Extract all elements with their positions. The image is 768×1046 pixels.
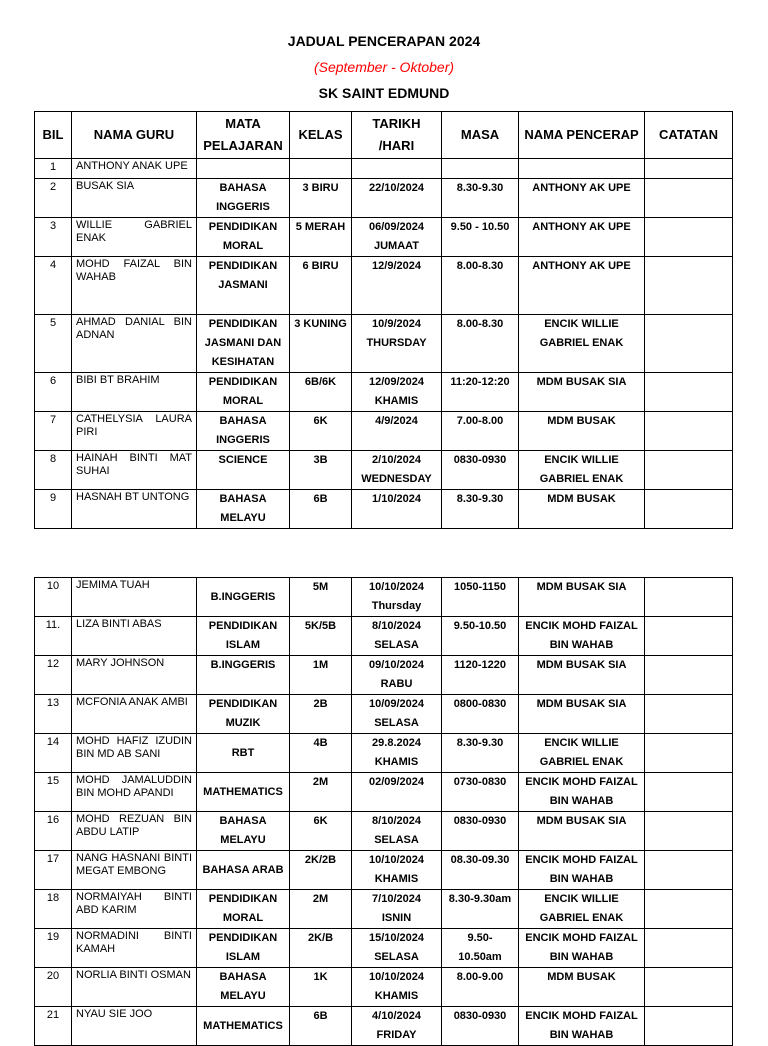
table-row: [35, 968, 733, 1007]
row-catatan: [645, 159, 733, 179]
row-kelas: 2M: [290, 773, 352, 812]
row-mata-pelajaran: BAHASA MELAYU: [197, 968, 290, 1007]
row-tarikh: 09/10/2024 RABU: [352, 656, 442, 695]
row-tarikh: 8/10/2024 SELASA: [352, 617, 442, 656]
row-masa: 1120-1220: [442, 656, 519, 695]
row-kelas: [290, 159, 352, 179]
row-catatan: [645, 451, 733, 490]
row-mata-pelajaran: PENDIDIKAN ISLAM: [197, 617, 290, 656]
table-row: [35, 159, 733, 179]
row-nama-guru: JEMIMA TUAH: [72, 578, 197, 617]
table-row: [35, 656, 733, 695]
row-catatan: [645, 656, 733, 695]
row-kelas: 6K: [290, 812, 352, 851]
row-catatan: [645, 695, 733, 734]
row-nama-guru: AHMAD DANIAL BIN ADNAN: [72, 315, 197, 373]
table-row: [35, 695, 733, 734]
row-nama-pencerap: MDM BUSAK SIA: [519, 578, 645, 617]
table-row: [35, 373, 733, 412]
header-kelas: KELAS: [290, 112, 352, 159]
row-catatan: [645, 179, 733, 218]
row-masa: 8.00-9.00: [442, 968, 519, 1007]
row-nama-pencerap: ENCIK MOHD FAIZAL BIN WAHAB: [519, 929, 645, 968]
row-nama-pencerap: ENCIK MOHD FAIZAL BIN WAHAB: [519, 851, 645, 890]
row-tarikh: 1/10/2024: [352, 490, 442, 529]
row-nama-guru: BUSAK SIA: [72, 179, 197, 218]
row-tarikh: 02/09/2024: [352, 773, 442, 812]
row-masa: 8.30-9.30: [442, 734, 519, 773]
row-masa: 0800-0830: [442, 695, 519, 734]
row-kelas: 3 BIRU: [290, 179, 352, 218]
row-mata-pelajaran: PENDIDIKAN MORAL: [197, 890, 290, 929]
row-kelas: 5 MERAH: [290, 218, 352, 257]
row-mata-pelajaran: MATHEMATICS: [197, 773, 290, 812]
row-tarikh: 10/10/2024 KHAMIS: [352, 851, 442, 890]
row-masa: 11:20-12:20: [442, 373, 519, 412]
row-bil: 3: [35, 218, 72, 257]
row-bil: 17: [35, 851, 72, 890]
row-catatan: [645, 412, 733, 451]
row-tarikh: 15/10/2024 SELASA: [352, 929, 442, 968]
row-nama-pencerap: ANTHONY AK UPE: [519, 218, 645, 257]
table-row: [35, 773, 733, 812]
table-row: [35, 451, 733, 490]
row-tarikh: 4/10/2024 FRIDAY: [352, 1007, 442, 1046]
row-masa: 8.30-9.30am: [442, 890, 519, 929]
row-tarikh: 22/10/2024: [352, 179, 442, 218]
row-bil: 6: [35, 373, 72, 412]
row-bil: 18: [35, 890, 72, 929]
row-nama-guru: NANG HASNANI BINTI MEGAT EMBONG: [72, 851, 197, 890]
row-tarikh: [352, 159, 442, 179]
row-mata-pelajaran: BAHASA MELAYU: [197, 490, 290, 529]
row-kelas: 6B: [290, 490, 352, 529]
schedule-table-2: [34, 577, 733, 1046]
row-nama-pencerap: ENCIK MOHD FAIZAL BIN WAHAB: [519, 617, 645, 656]
row-nama-pencerap: ENCIK WILLIE GABRIEL ENAK: [519, 890, 645, 929]
row-nama-pencerap: ANTHONY AK UPE: [519, 179, 645, 218]
table-row: [35, 257, 733, 315]
row-nama-guru: LIZA BINTI ABAS: [72, 617, 197, 656]
row-tarikh: 4/9/2024: [352, 412, 442, 451]
row-catatan: [645, 929, 733, 968]
row-tarikh: 8/10/2024 SELASA: [352, 812, 442, 851]
table-row: [35, 929, 733, 968]
row-masa: 0730-0830: [442, 773, 519, 812]
row-bil: 11.: [35, 617, 72, 656]
row-mata-pelajaran: [197, 159, 290, 179]
row-masa: [442, 159, 519, 179]
row-tarikh: 2/10/2024 WEDNESDAY: [352, 451, 442, 490]
row-masa: 9.50-10.50: [442, 617, 519, 656]
row-kelas: 6 BIRU: [290, 257, 352, 315]
row-bil: 2: [35, 179, 72, 218]
schedule-table-1: [34, 111, 733, 529]
row-bil: 21: [35, 1007, 72, 1046]
row-kelas: 4B: [290, 734, 352, 773]
row-nama-guru: BIBI BT BRAHIM: [72, 373, 197, 412]
row-bil: 1: [35, 159, 72, 179]
row-mata-pelajaran: RBT: [197, 734, 290, 773]
row-mata-pelajaran: PENDIDIKAN MORAL: [197, 218, 290, 257]
row-mata-pelajaran: PENDIDIKAN JASMANI DAN KESIHATAN: [197, 315, 290, 373]
row-kelas: 2M: [290, 890, 352, 929]
row-mata-pelajaran: PENDIDIKAN ISLAM: [197, 929, 290, 968]
row-kelas: 6B: [290, 1007, 352, 1046]
row-nama-pencerap: ENCIK WILLIE GABRIEL ENAK: [519, 734, 645, 773]
table-row: [35, 412, 733, 451]
table-row: [35, 218, 733, 257]
row-nama-pencerap: MDM BUSAK: [519, 490, 645, 529]
row-tarikh: 10/9/2024 THURSDAY: [352, 315, 442, 373]
row-mata-pelajaran: BAHASA INGGERIS: [197, 179, 290, 218]
row-masa: 0830-0930: [442, 812, 519, 851]
row-tarikh: 10/09/2024 SELASA: [352, 695, 442, 734]
row-bil: 19: [35, 929, 72, 968]
row-masa: 0830-0930: [442, 1007, 519, 1046]
row-mata-pelajaran: B.INGGERIS: [197, 578, 290, 617]
table-row: [35, 315, 733, 373]
header-masa: MASA: [442, 112, 519, 159]
school-name: SK SAINT EDMUND: [318, 85, 450, 101]
row-masa: 0830-0930: [442, 451, 519, 490]
row-nama-guru: HASNAH BT UNTONG: [72, 490, 197, 529]
row-kelas: 2B: [290, 695, 352, 734]
header-bil: BIL: [35, 112, 72, 159]
row-catatan: [645, 734, 733, 773]
row-nama-guru: WILLIE GABRIEL ENAK: [72, 218, 197, 257]
row-mata-pelajaran: BAHASA INGGERIS: [197, 412, 290, 451]
row-masa: 7.00-8.00: [442, 412, 519, 451]
header-tarikh-hari: TARIKH /HARI: [352, 112, 442, 159]
row-kelas: 2K/2B: [290, 851, 352, 890]
row-kelas: 1K: [290, 968, 352, 1007]
row-bil: 5: [35, 315, 72, 373]
row-nama-pencerap: ENCIK WILLIE GABRIEL ENAK: [519, 315, 645, 373]
row-kelas: 3 KUNING: [290, 315, 352, 373]
table-row: [35, 578, 733, 617]
table-row: [35, 851, 733, 890]
row-bil: 15: [35, 773, 72, 812]
row-kelas: 6K: [290, 412, 352, 451]
row-masa: 08.30-09.30: [442, 851, 519, 890]
row-nama-guru: NORMADINI BINTI KAMAH: [72, 929, 197, 968]
row-catatan: [645, 315, 733, 373]
row-nama-pencerap: ENCIK MOHD FAIZAL BIN WAHAB: [519, 773, 645, 812]
row-mata-pelajaran: PENDIDIKAN JASMANI: [197, 257, 290, 315]
row-tarikh: 7/10/2024 ISNIN: [352, 890, 442, 929]
row-nama-pencerap: MDM BUSAK: [519, 968, 645, 1007]
row-catatan: [645, 773, 733, 812]
row-masa: 1050-1150: [442, 578, 519, 617]
row-nama-guru: MOHD FAIZAL BIN WAHAB: [72, 257, 197, 315]
row-nama-pencerap: ENCIK MOHD FAIZAL BIN WAHAB: [519, 1007, 645, 1046]
row-masa: 8.00-8.30: [442, 257, 519, 315]
row-kelas: 5K/5B: [290, 617, 352, 656]
row-tarikh: 12/09/2024 KHAMIS: [352, 373, 442, 412]
row-catatan: [645, 968, 733, 1007]
row-masa: 8.30-9.30: [442, 490, 519, 529]
row-bil: 8: [35, 451, 72, 490]
row-catatan: [645, 812, 733, 851]
document-period: (September - Oktober): [313, 59, 455, 75]
row-kelas: 5M: [290, 578, 352, 617]
row-nama-pencerap: MDM BUSAK SIA: [519, 373, 645, 412]
table-row: [35, 490, 733, 529]
table-row: [35, 617, 733, 656]
header-nama-pencerap: NAMA PENCERAP: [519, 112, 645, 159]
row-catatan: [645, 218, 733, 257]
row-nama-pencerap: MDM BUSAK SIA: [519, 812, 645, 851]
row-bil: 13: [35, 695, 72, 734]
row-masa: 8.00-8.30: [442, 315, 519, 373]
row-tarikh: 06/09/2024 JUMAAT: [352, 218, 442, 257]
table-row: [35, 734, 733, 773]
row-tarikh: 12/9/2024: [352, 257, 442, 315]
row-bil: 9: [35, 490, 72, 529]
row-masa: 9.50 - 10.50: [442, 218, 519, 257]
row-kelas: 2K/B: [290, 929, 352, 968]
row-bil: 4: [35, 257, 72, 315]
row-nama-guru: NORMAIYAH BINTI ABD KARIM: [72, 890, 197, 929]
row-masa: 9.50-10.50am: [442, 929, 519, 968]
row-nama-guru: NORLIA BINTI OSMAN: [72, 968, 197, 1007]
header-nama-guru: NAMA GURU: [72, 112, 197, 159]
table-row: [35, 890, 733, 929]
row-bil: 7: [35, 412, 72, 451]
row-catatan: [645, 617, 733, 656]
row-nama-guru: MOHD REZUAN BIN ABDU LATIP: [72, 812, 197, 851]
row-mata-pelajaran: PENDIDIKAN MUZIK: [197, 695, 290, 734]
table-header-row: [35, 112, 733, 159]
row-nama-pencerap: ANTHONY AK UPE: [519, 257, 645, 315]
header-catatan: CATATAN: [645, 112, 733, 159]
row-mata-pelajaran: SCIENCE: [197, 451, 290, 490]
row-catatan: [645, 257, 733, 315]
row-nama-guru: MOHD JAMALUDDIN BIN MOHD APANDI: [72, 773, 197, 812]
row-nama-guru: NYAU SIE JOO: [72, 1007, 197, 1046]
row-bil: 14: [35, 734, 72, 773]
row-catatan: [645, 578, 733, 617]
row-mata-pelajaran: B.INGGERIS: [197, 656, 290, 695]
row-mata-pelajaran: MATHEMATICS: [197, 1007, 290, 1046]
row-nama-pencerap: [519, 159, 645, 179]
row-tarikh: 10/10/2024 KHAMIS: [352, 968, 442, 1007]
row-bil: 12: [35, 656, 72, 695]
row-catatan: [645, 851, 733, 890]
row-nama-pencerap: MDM BUSAK: [519, 412, 645, 451]
row-bil: 16: [35, 812, 72, 851]
row-kelas: 6B/6K: [290, 373, 352, 412]
row-nama-pencerap: MDM BUSAK SIA: [519, 695, 645, 734]
row-nama-pencerap: MDM BUSAK SIA: [519, 656, 645, 695]
table-row: [35, 179, 733, 218]
row-nama-guru: ANTHONY ANAK UPE: [72, 159, 197, 179]
table-row: [35, 1007, 733, 1046]
row-nama-guru: MCFONIA ANAK AMBI: [72, 695, 197, 734]
table-row: [35, 812, 733, 851]
row-nama-guru: HAINAH BINTI MAT SUHAI: [72, 451, 197, 490]
row-bil: 10: [35, 578, 72, 617]
row-mata-pelajaran: PENDIDIKAN MORAL: [197, 373, 290, 412]
row-nama-pencerap: ENCIK WILLIE GABRIEL ENAK: [519, 451, 645, 490]
row-tarikh: 29.8.2024 KHAMIS: [352, 734, 442, 773]
row-catatan: [645, 1007, 733, 1046]
row-nama-guru: CATHELYSIA LAURA PIRI: [72, 412, 197, 451]
row-mata-pelajaran: BAHASA ARAB: [197, 851, 290, 890]
row-mata-pelajaran: BAHASA MELAYU: [197, 812, 290, 851]
row-catatan: [645, 373, 733, 412]
document-title: JADUAL PENCERAPAN 2024: [287, 33, 481, 49]
row-masa: 8.30-9.30: [442, 179, 519, 218]
row-kelas: 3B: [290, 451, 352, 490]
row-bil: 20: [35, 968, 72, 1007]
row-catatan: [645, 890, 733, 929]
header-mata-pelajaran: MATA PELAJARAN: [197, 112, 290, 159]
row-tarikh: 10/10/2024 Thursday: [352, 578, 442, 617]
row-kelas: 1M: [290, 656, 352, 695]
row-nama-guru: MARY JOHNSON: [72, 656, 197, 695]
row-nama-guru: MOHD HAFIZ IZUDIN BIN MD AB SANI: [72, 734, 197, 773]
row-catatan: [645, 490, 733, 529]
